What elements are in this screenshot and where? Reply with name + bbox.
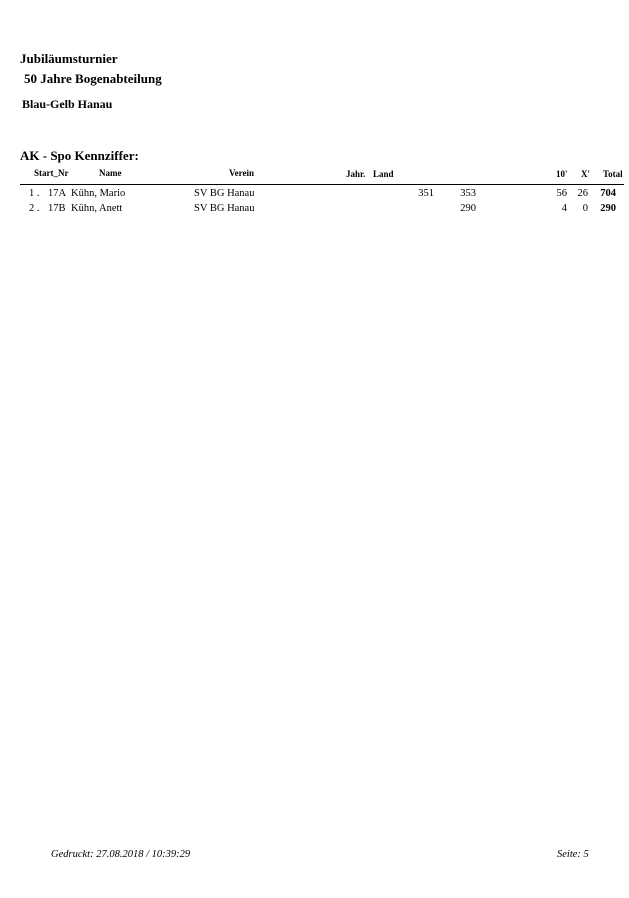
row-x: 0 bbox=[582, 203, 588, 214]
row-start-nr: 17A bbox=[48, 188, 67, 199]
row-total: 290 bbox=[600, 203, 616, 214]
section-title: AK - Spo Kennziffer: bbox=[20, 148, 139, 163]
document-subtitle: 50 Jahre Bogenabteilung bbox=[24, 71, 162, 86]
column-header-name: Name bbox=[99, 168, 122, 178]
column-header-verein: Verein bbox=[229, 168, 255, 178]
row-start-nr: 17B bbox=[48, 203, 66, 214]
printed-timestamp: Gedruckt: 27.08.2018 / 10:39:29 bbox=[51, 849, 191, 860]
row-round-2: 353 bbox=[460, 188, 476, 199]
column-header-tens: 10' bbox=[556, 169, 568, 179]
row-name: Kühn, Mario bbox=[71, 188, 126, 199]
row-x: 26 bbox=[577, 188, 588, 199]
row-verein: SV BG Hanau bbox=[194, 188, 255, 199]
row-name: Kühn, Anett bbox=[71, 203, 123, 214]
page-number: Seite: 5 bbox=[557, 849, 589, 860]
row-rank: 2 . bbox=[29, 203, 40, 214]
header-rule bbox=[20, 184, 624, 185]
row-rank: 1 . bbox=[29, 188, 40, 199]
row-tens: 56 bbox=[556, 188, 567, 199]
column-header-start-nr: Start_Nr bbox=[34, 168, 69, 178]
row-total: 704 bbox=[600, 188, 616, 199]
column-header-land: Land bbox=[373, 169, 394, 179]
document-title: Jubiläumsturnier bbox=[20, 51, 118, 66]
column-header-total: Total bbox=[603, 169, 623, 179]
row-round-2: 290 bbox=[460, 203, 476, 214]
row-round-1: 351 bbox=[418, 188, 434, 199]
column-header-x: X' bbox=[581, 169, 590, 179]
row-verein: SV BG Hanau bbox=[194, 203, 255, 214]
column-header-jahr: Jahr. bbox=[346, 169, 366, 179]
club-name: Blau-Gelb Hanau bbox=[22, 97, 113, 111]
row-tens: 4 bbox=[561, 203, 567, 214]
